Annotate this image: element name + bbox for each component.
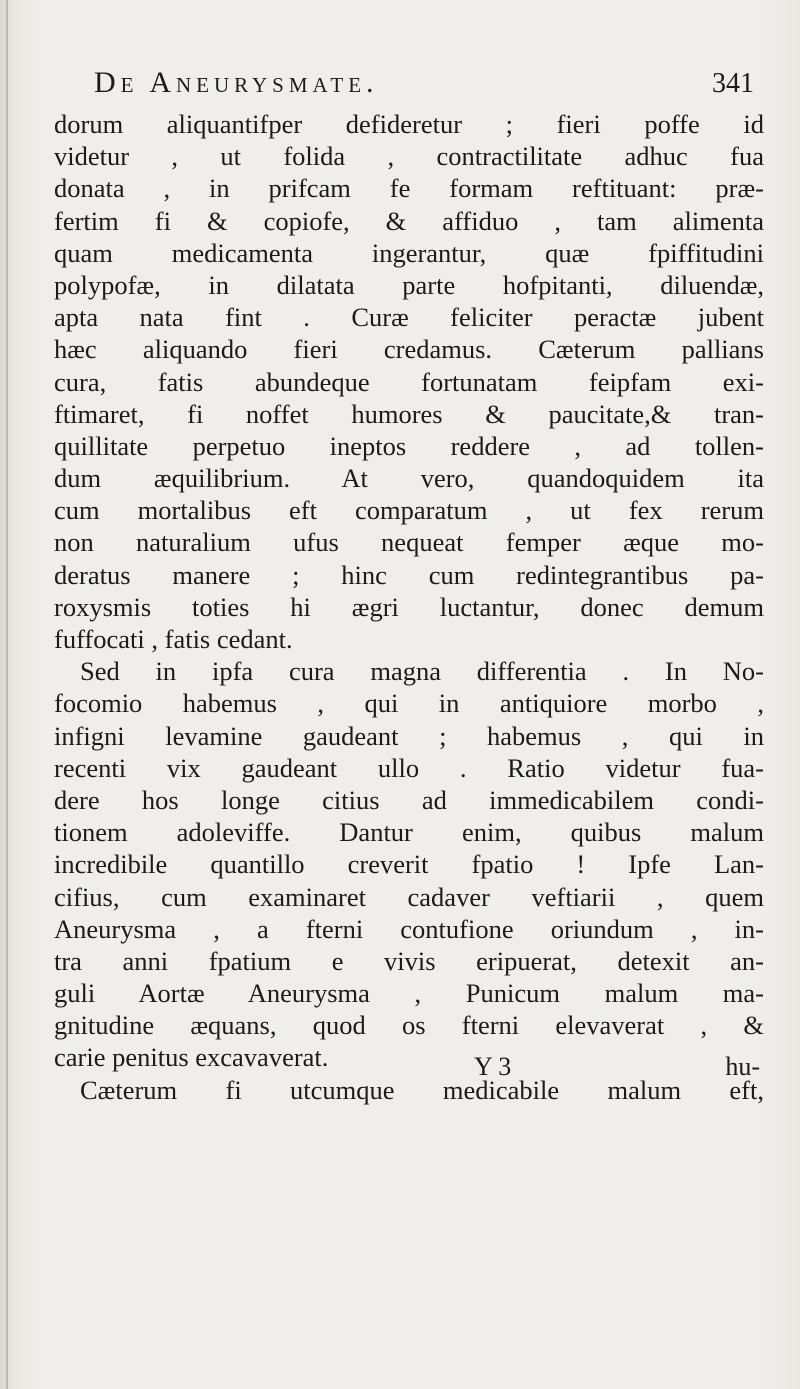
text-line: fertim fi & copiofe, & affiduo , tam alimenta (54, 205, 764, 236)
text-line: hæc aliquando fieri credamus. Cæterum pallians (54, 334, 764, 365)
page-gutter-edge (6, 0, 8, 1389)
text-line: tra anni fpatium e vivis eripuerat, detexit an- (54, 945, 764, 976)
body-text (54, 108, 764, 1106)
text-line: Aneurysma , a fterni contufione oriundum , in- (54, 913, 764, 944)
text-line: cifius, cum examinaret cadaver veftiarii , quem (54, 881, 764, 912)
text-line: quam medicamenta ingerantur, quæ fpiffitudini (54, 237, 764, 268)
text-line: deratus manere ; hinc cum redintegrantibus pa- (54, 559, 764, 590)
page-number: 341 (712, 68, 754, 99)
catchword: hu- (725, 1052, 760, 1081)
text-line: Cæterum fi utcumque medicabile malum eft, (80, 1074, 764, 1105)
text-line: incredibile quantillo creverit fpatio ! Ipfe Lan- (54, 849, 764, 880)
text-line: ftimaret, fi noffet humores & paucitate,& tran- (54, 398, 764, 429)
text-line: dere hos longe citius ad immedicabilem condi- (54, 784, 764, 815)
page-header (94, 66, 754, 106)
text-line: guli Aortæ Aneurysma , Punicum malum ma- (54, 978, 764, 1009)
text-line: tionem adoleviffe. Dantur enim, quibus malum (54, 817, 764, 848)
text-line: focomio habemus , qui in antiquiore morbo , (54, 688, 764, 719)
text-line: donata , in prifcam fe formam reftituant: præ- (54, 173, 764, 204)
text-line: videtur , ut folida , contractilitate adhuc fua (54, 141, 764, 172)
page-footer (54, 1052, 764, 1084)
text-line: infigni levamine gaudeant ; habemus , qui in (54, 720, 764, 751)
text-line: gnitudine æquans, quod os fterni elevaverat , & (54, 1010, 764, 1041)
text-line: cura, fatis abundeque fortunatam feipfam exi- (54, 366, 764, 397)
text-line: quillitate perpetuo ineptos reddere , ad tollen- (54, 430, 764, 461)
text-line: apta nata fint . Curæ feliciter peractæ jubent (54, 302, 764, 333)
text-line: fuffocati , fatis cedant. (54, 624, 293, 654)
text-line: carie penitus excavaverat. (54, 1042, 329, 1073)
text-line: dum æquilibrium. At vero, quandoquidem ita (54, 463, 764, 494)
signature-mark: Y 3 (474, 1052, 512, 1081)
text-line: roxysmis toties hi ægri luctantur, donec demum (54, 591, 764, 622)
running-title: De Aneurysmate. (94, 66, 379, 99)
text-line: non naturalium ufus nequeat femper æque mo- (54, 527, 764, 558)
text-line: Sed in ipfa cura magna differentia . In No- (80, 656, 764, 687)
text-line: cum mortalibus eft comparatum , ut fex rerum (54, 495, 764, 526)
text-line: dorum aliquantifper defideretur ; fieri poffe id (54, 109, 764, 139)
text-line: polypofæ, in dilatata parte hofpitanti, diluendæ, (54, 269, 764, 300)
text-line: recenti vix gaudeant ullo . Ratio videtur fua- (54, 752, 764, 783)
